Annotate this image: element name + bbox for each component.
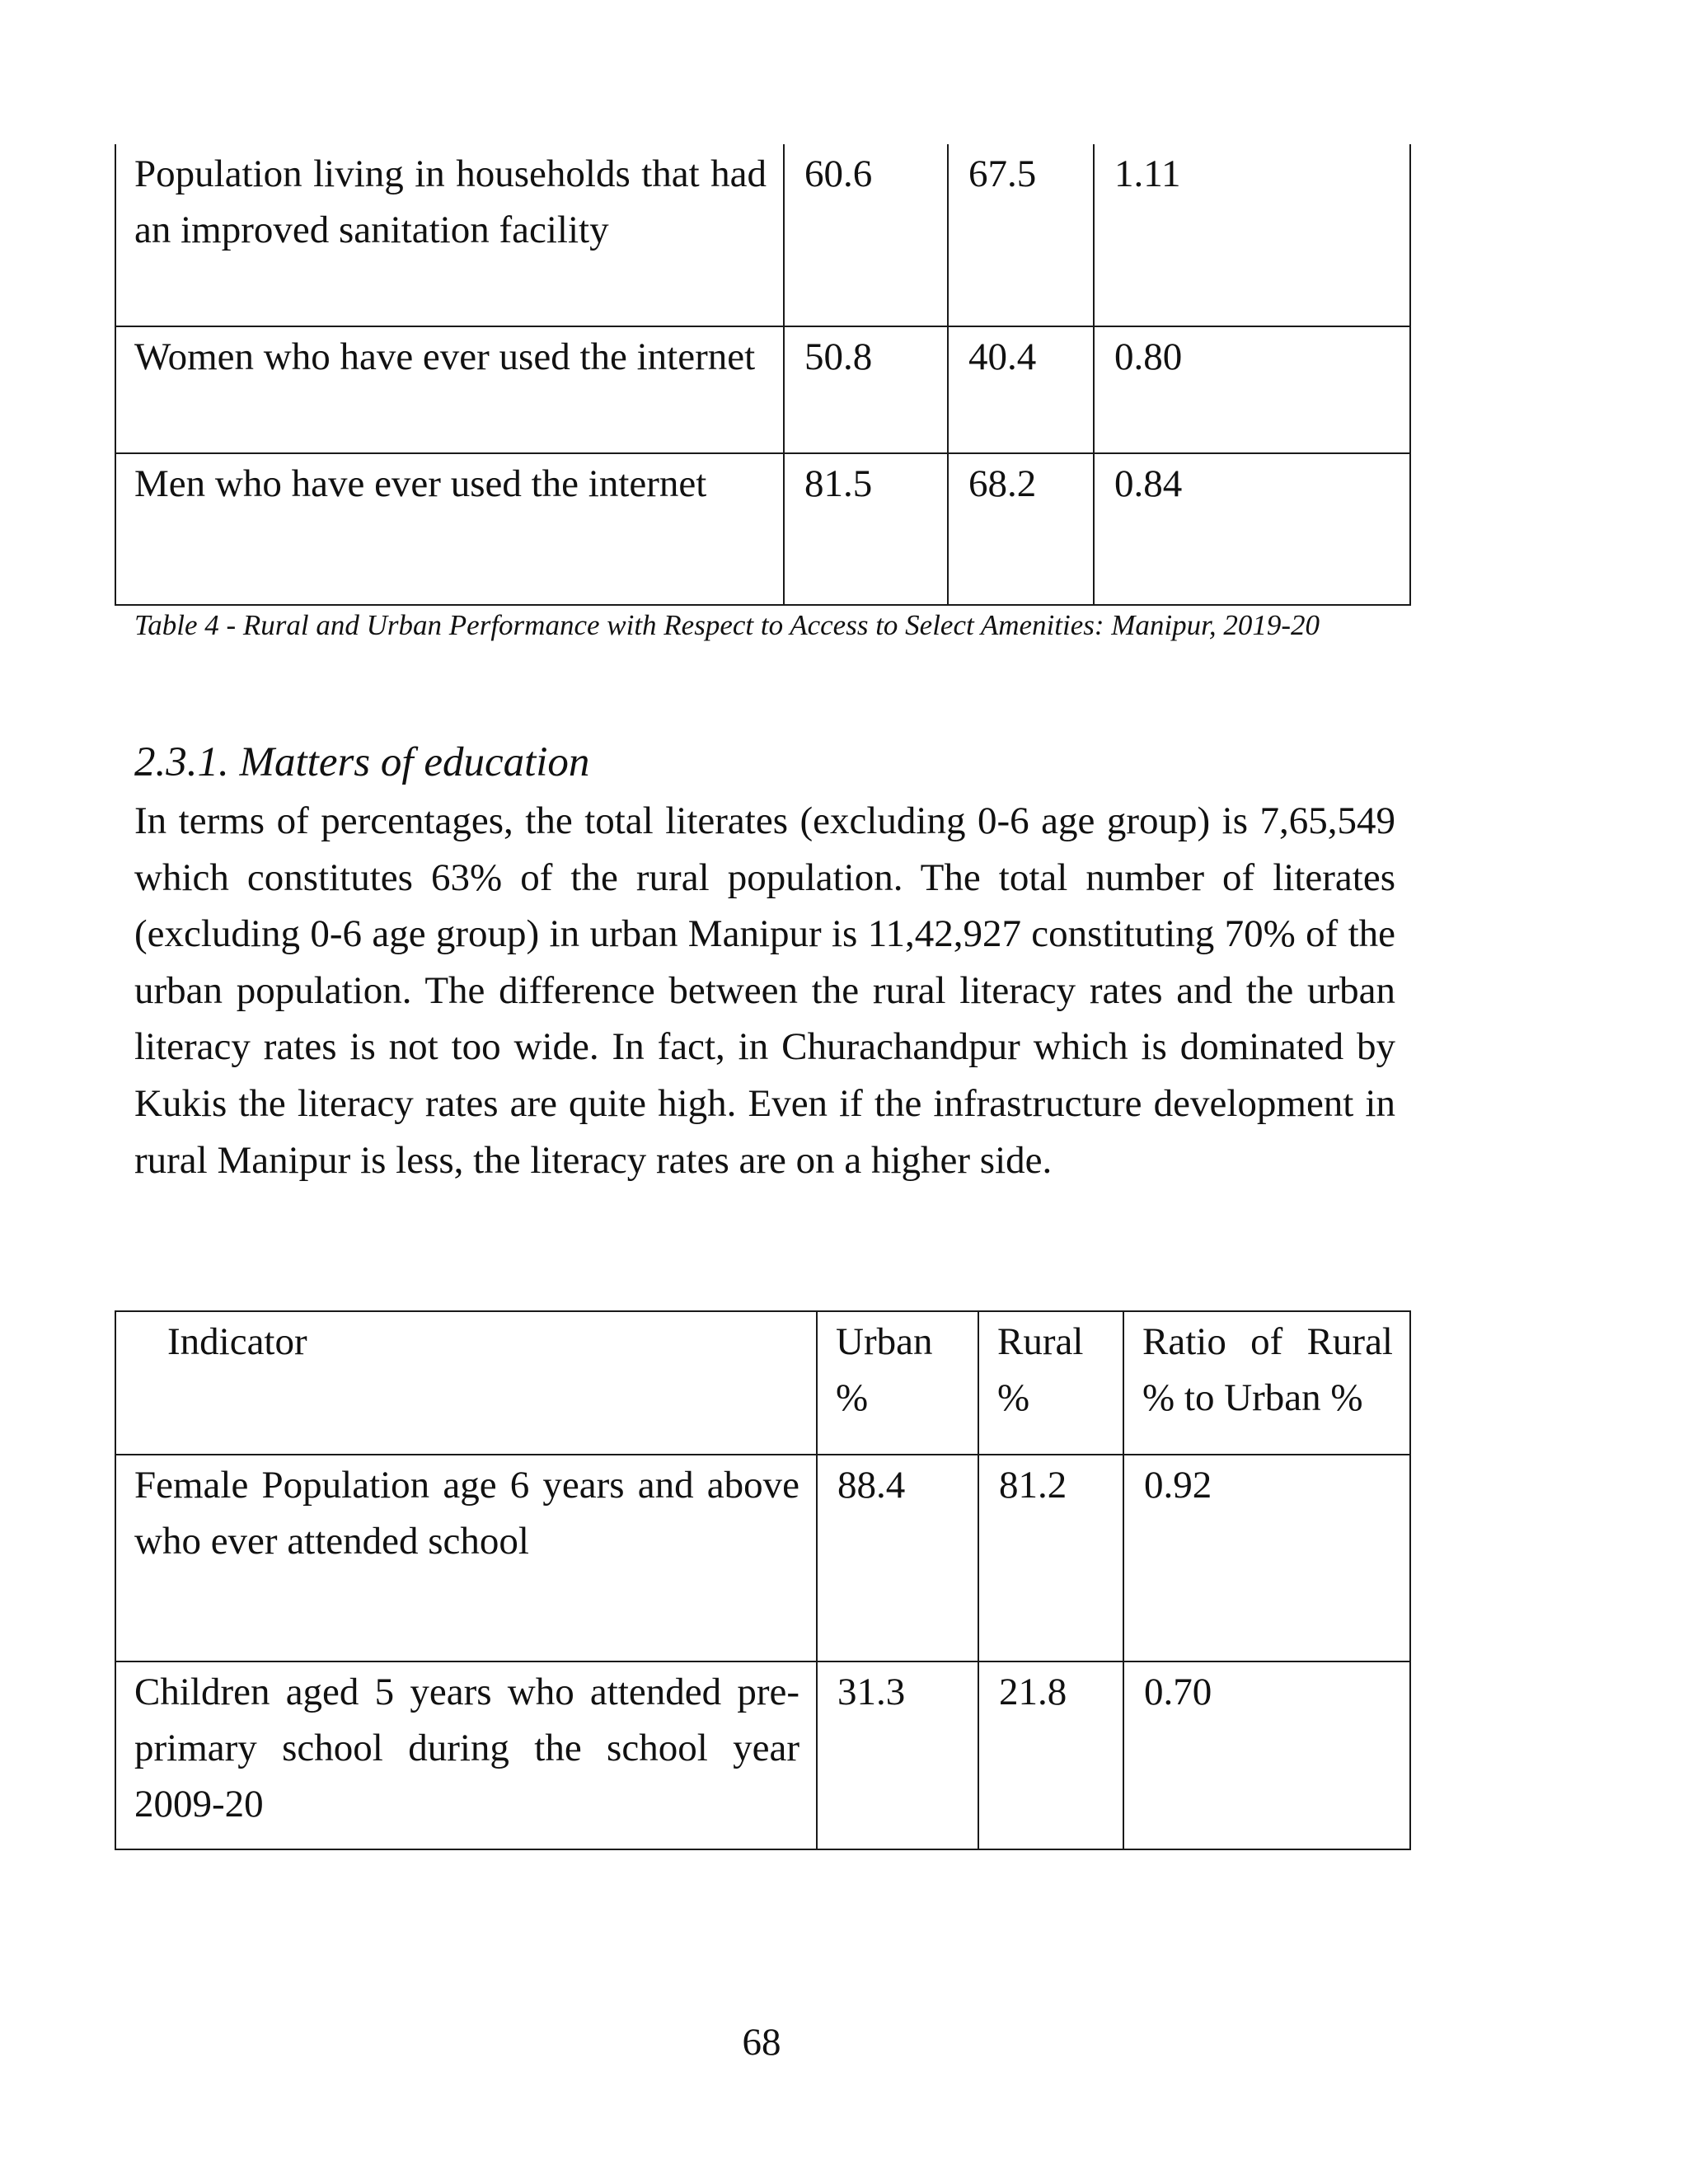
amenities-table (115, 144, 1411, 606)
ratio-value-cell: 0.92 (1123, 1455, 1410, 1661)
table-caption: Table 4 - Rural and Urban Performance with Respect to Access to Select Amenities: Manipur, 2019-20 (134, 609, 1320, 641)
ratio-value-cell: 0.80 (1094, 326, 1410, 453)
rural-value-cell: 40.4 (948, 326, 1094, 453)
table-row (115, 453, 1410, 605)
table-row (115, 144, 1410, 326)
rural-value-cell: 68.2 (948, 453, 1094, 605)
indicator-cell: Children aged 5 years who attended pre-primary school during the school year 2009-20 (115, 1661, 817, 1849)
urban-value-cell: 50.8 (784, 326, 948, 453)
rural-value-cell: 21.8 (978, 1661, 1123, 1849)
indicator-cell: Women who have ever used the internet (115, 326, 784, 453)
header-ratio: Ratio of Rural % to Urban % (1123, 1311, 1410, 1455)
indicator-cell: Men who have ever used the internet (115, 453, 784, 605)
urban-value-cell: 81.5 (784, 453, 948, 605)
urban-value-cell: 60.6 (784, 144, 948, 326)
table-row (115, 1661, 1410, 1849)
indicator-cell: Population living in households that had an improved sanitation facility (115, 144, 784, 326)
table-row (115, 326, 1410, 453)
urban-value-cell: 31.3 (817, 1661, 978, 1849)
header-indicator: Indicator (115, 1311, 817, 1455)
rural-value-cell: 67.5 (948, 144, 1094, 326)
indicator-cell: Female Population age 6 years and above who ever attended school (115, 1455, 817, 1661)
urban-value-cell: 88.4 (817, 1455, 978, 1661)
rural-value-cell: 81.2 (978, 1455, 1123, 1661)
page-number: 68 (742, 2021, 781, 2064)
table-row (115, 1455, 1410, 1661)
table-header-row (115, 1311, 1410, 1455)
ratio-value-cell: 0.70 (1123, 1661, 1410, 1849)
section-heading: 2.3.1. Matters of education (134, 739, 590, 785)
header-urban: Urban % (817, 1311, 978, 1455)
ratio-value-cell: 1.11 (1094, 144, 1410, 326)
education-table (115, 1310, 1411, 1850)
section-paragraph: In terms of percentages, the total literates (excluding 0-6 age group) is 7,65,549 which constitutes 63% of the rural population. The total number of literates (excluding 0-6 age group) in urban Manipur is 11,42,927 constituting 70% of the urban population. The difference between the rural literacy rates and the urban literacy rates is not too wide. In fact, in Churachandpur which is dominated by Kukis the literacy rates are quite high. Even if the infrastructure development in rural Manipur is less, the literacy rates are on a higher side. (134, 799, 1395, 1182)
header-rural: Rural % (978, 1311, 1123, 1455)
ratio-value-cell: 0.84 (1094, 453, 1410, 605)
